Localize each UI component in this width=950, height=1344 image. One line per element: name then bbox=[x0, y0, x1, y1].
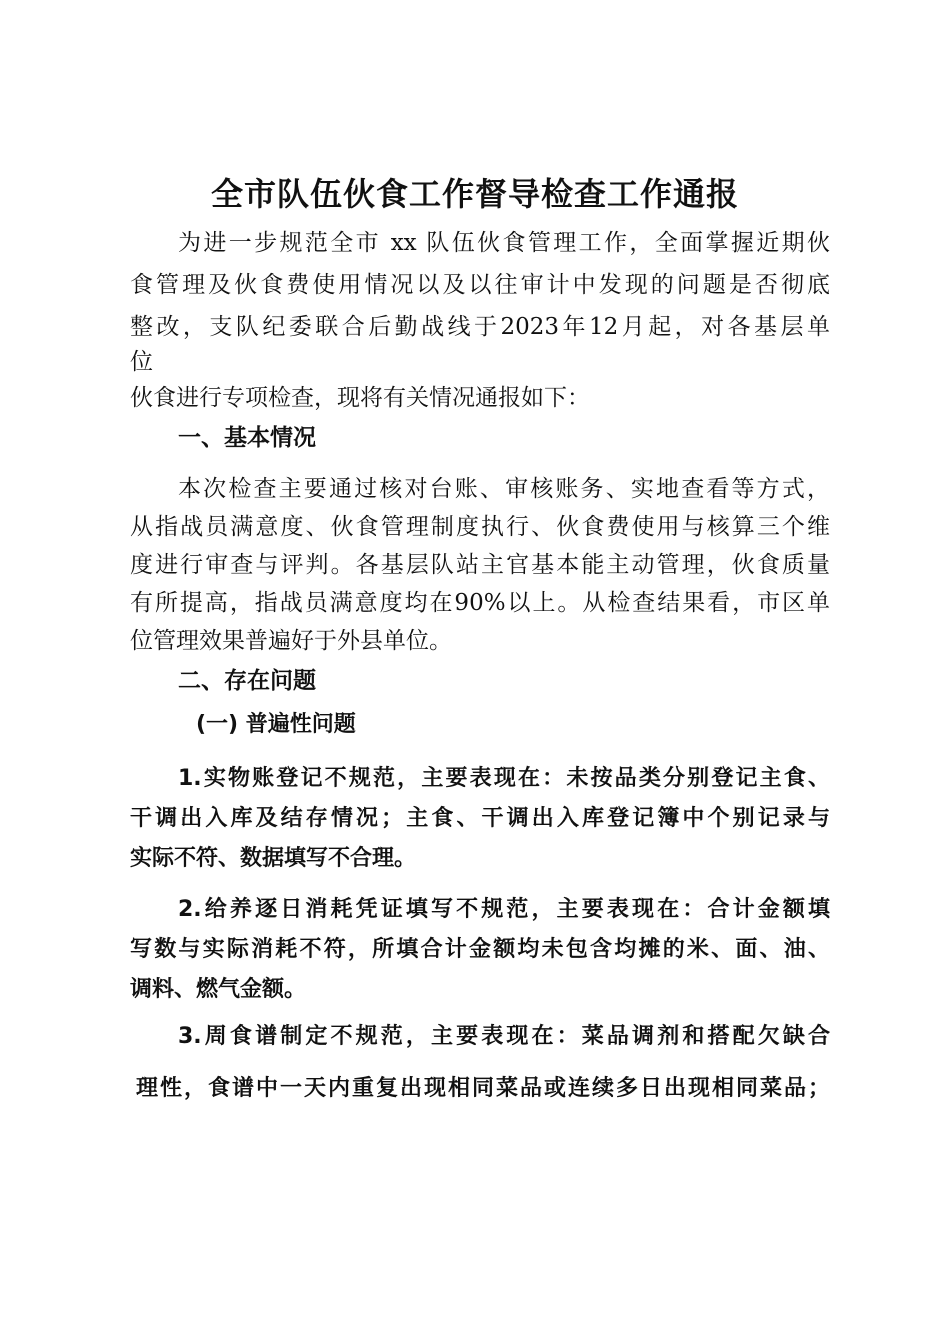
section1-line: 位管理效果普遍好于外县单位。 bbox=[130, 628, 452, 654]
issue-item-1-line: 干调出入库及结存情况；主食、干调出入库登记簿中个别记录与 bbox=[130, 806, 830, 831]
intro-line: 位 bbox=[130, 349, 153, 375]
section-heading-problems: 二、存在问题 bbox=[178, 668, 316, 694]
intro-line: 为进一步规范全市 xx 队伍伙食管理工作，全面掌握近期伙 bbox=[178, 230, 830, 256]
intro-line: 整改，支队纪委联合后勤战线于2023年12月起，对各基层单 bbox=[130, 314, 830, 340]
issue-item-1-line: 实际不符、数据填写不合理。 bbox=[130, 846, 417, 871]
section1-line: 从指战员满意度、伙食管理制度执行、伙食费使用与核算三个维 bbox=[130, 514, 830, 540]
section1-line: 度进行审查与评判。各基层队站主官基本能主动管理，伙食质量 bbox=[130, 552, 830, 578]
issue-item-2-line: 调料、燃气金额。 bbox=[130, 977, 307, 1002]
section1-line: 本次检查主要通过核对台账、审核账务、实地查看等方式， bbox=[178, 476, 830, 502]
issue-item-2-line: 写数与实际消耗不符，所填合计金额均未包含均摊的米、面、油、 bbox=[130, 937, 830, 962]
issue-item-1-line: 1.实物账登记不规范，主要表现在：未按品类分别登记主食、 bbox=[178, 766, 830, 791]
section1-line: 有所提高，指战员满意度均在90%以上。从检查结果看，市区单 bbox=[130, 590, 830, 616]
issue-item-2-line: 2.给养逐日消耗凭证填写不规范，主要表现在：合计金额填 bbox=[178, 897, 830, 922]
issue-item-3-line: 理性，食谱中一天内重复出现相同菜品或连续多日出现相同菜品； bbox=[136, 1076, 830, 1101]
intro-line: 伙食进行专项检查，现将有关情况通报如下： bbox=[130, 385, 590, 411]
document-title: 全市队伍伙食工作督导检查工作通报 bbox=[210, 175, 739, 213]
section-heading-basic: 一、基本情况 bbox=[178, 425, 316, 451]
intro-line: 食管理及伙食费使用情况以及以往审计中发现的问题是否彻底 bbox=[130, 272, 830, 298]
issue-item-3-line: 3.周食谱制定不规范，主要表现在：菜品调剂和搭配欠缺合 bbox=[178, 1024, 830, 1049]
subsection-heading-common: (一) 普遍性问题 bbox=[196, 712, 356, 737]
